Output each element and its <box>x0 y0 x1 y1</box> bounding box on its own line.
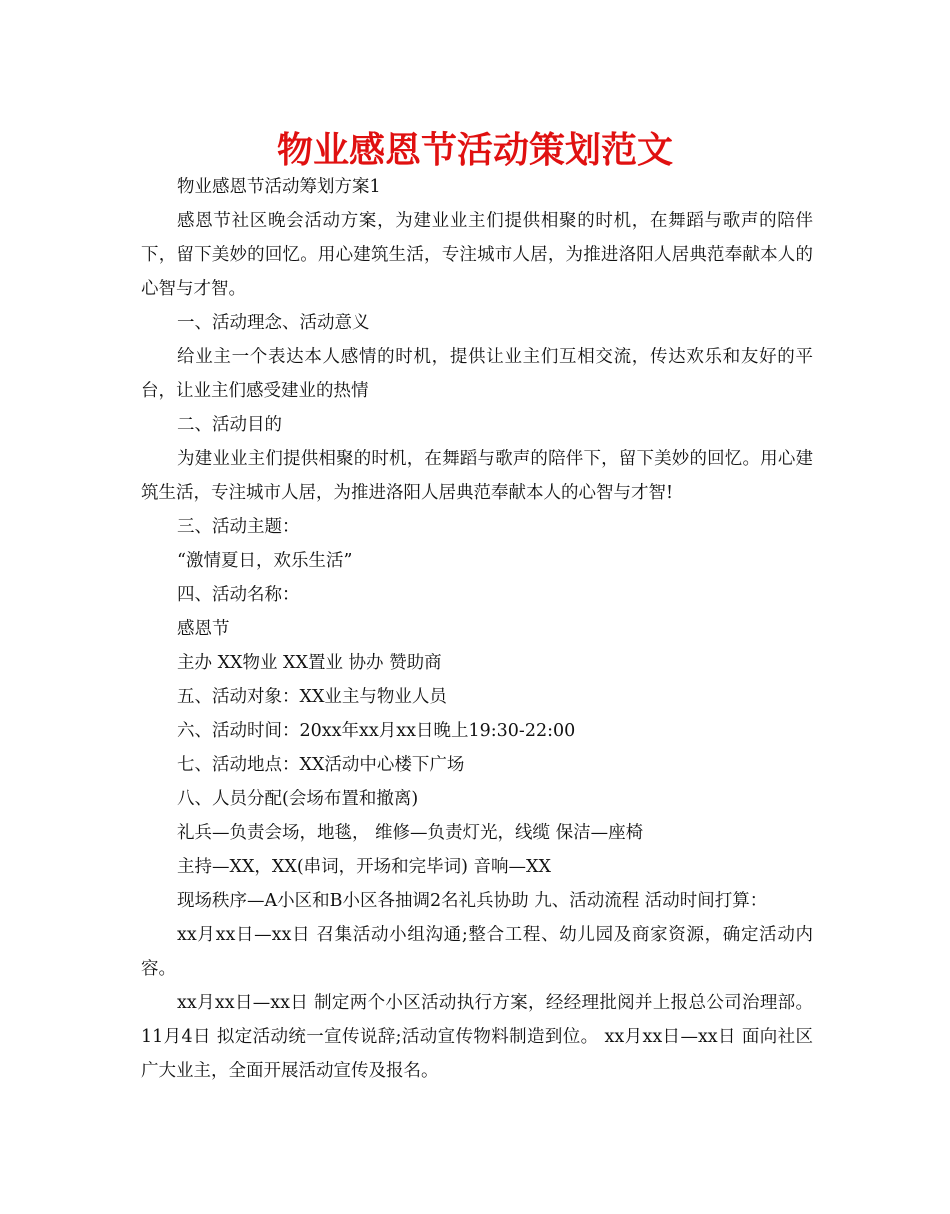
section-location: 七、活动地点：XX活动中心楼下广场 <box>177 755 465 775</box>
paragraph-order-process: 现场秩序—A小区和B小区各抽调2名礼兵协助 九、活动流程 活动时间打算： <box>177 891 768 911</box>
paragraph-host-sound: 主持—XX，XX(串词，开场和完毕词) 音响—XX <box>177 857 551 877</box>
paragraph-organizers: 主办 XX物业 XX置业 协办 赞助商 <box>177 653 442 673</box>
paragraph-schedule-1: xx月xx日—xx日 召集活动小组沟通;整合工程、幼儿园及商家资源，确定活动内容。 <box>141 925 813 979</box>
paragraph-name: 感恩节 <box>177 619 230 639</box>
section-time: 六、活动时间：20xx年xx月xx日晚上19:30-22:00 <box>177 721 576 741</box>
section-heading-name: 四、活动名称： <box>177 585 300 605</box>
section-heading-concept: 一、活动理念、活动意义 <box>177 313 370 333</box>
paragraph-intro: 感恩节社区晚会活动方案，为建业业主们提供相聚的时机，在舞蹈与歌声的陪伴下，留下美妙的回忆。用心建筑生活，专注城市人居，为推进洛阳人居典范奉献本人的心智与才智。 <box>141 211 813 299</box>
paragraph-concept: 给业主一个表达本人感情的时机，提供让业主们互相交流，传达欢乐和友好的平台，让业主们感受建业的热情 <box>141 347 813 401</box>
section-staffing: 八、人员分配(会场布置和撤离) <box>177 789 419 809</box>
paragraph-staff-roles: 礼兵—负责会场，地毯， 维修—负责灯光，线缆 保洁—座椅 <box>177 823 644 843</box>
document-body <box>141 170 813 1088</box>
paragraph-purpose: 为建业业主们提供相聚的时机，在舞蹈与歌声的陪伴下，留下美妙的回忆。用心建筑生活，专注城市人居，为推进洛阳人居典范奉献本人的心智与才智! <box>141 449 813 503</box>
section-heading-purpose: 二、活动目的 <box>177 415 282 435</box>
paragraph-theme: “激情夏日，欢乐生活” <box>177 551 353 571</box>
paragraph-plan-heading: 物业感恩节活动筹划方案1 <box>177 177 381 197</box>
document-title: 物业感恩节活动策划范文 <box>276 130 673 171</box>
section-audience: 五、活动对象：XX业主与物业人员 <box>177 687 447 707</box>
section-heading-theme: 三、活动主题： <box>177 517 300 537</box>
paragraph-schedule-2: xx月xx日—xx日 制定两个小区活动执行方案，经经理批阅并上报总公司治理部。 11月4日 拟定活动统一宣传说辞;活动宣传物料制造到位。 xx月xx日—xx日 面向社区广大业主，全面开展活动宣传及报名。 <box>141 993 813 1081</box>
